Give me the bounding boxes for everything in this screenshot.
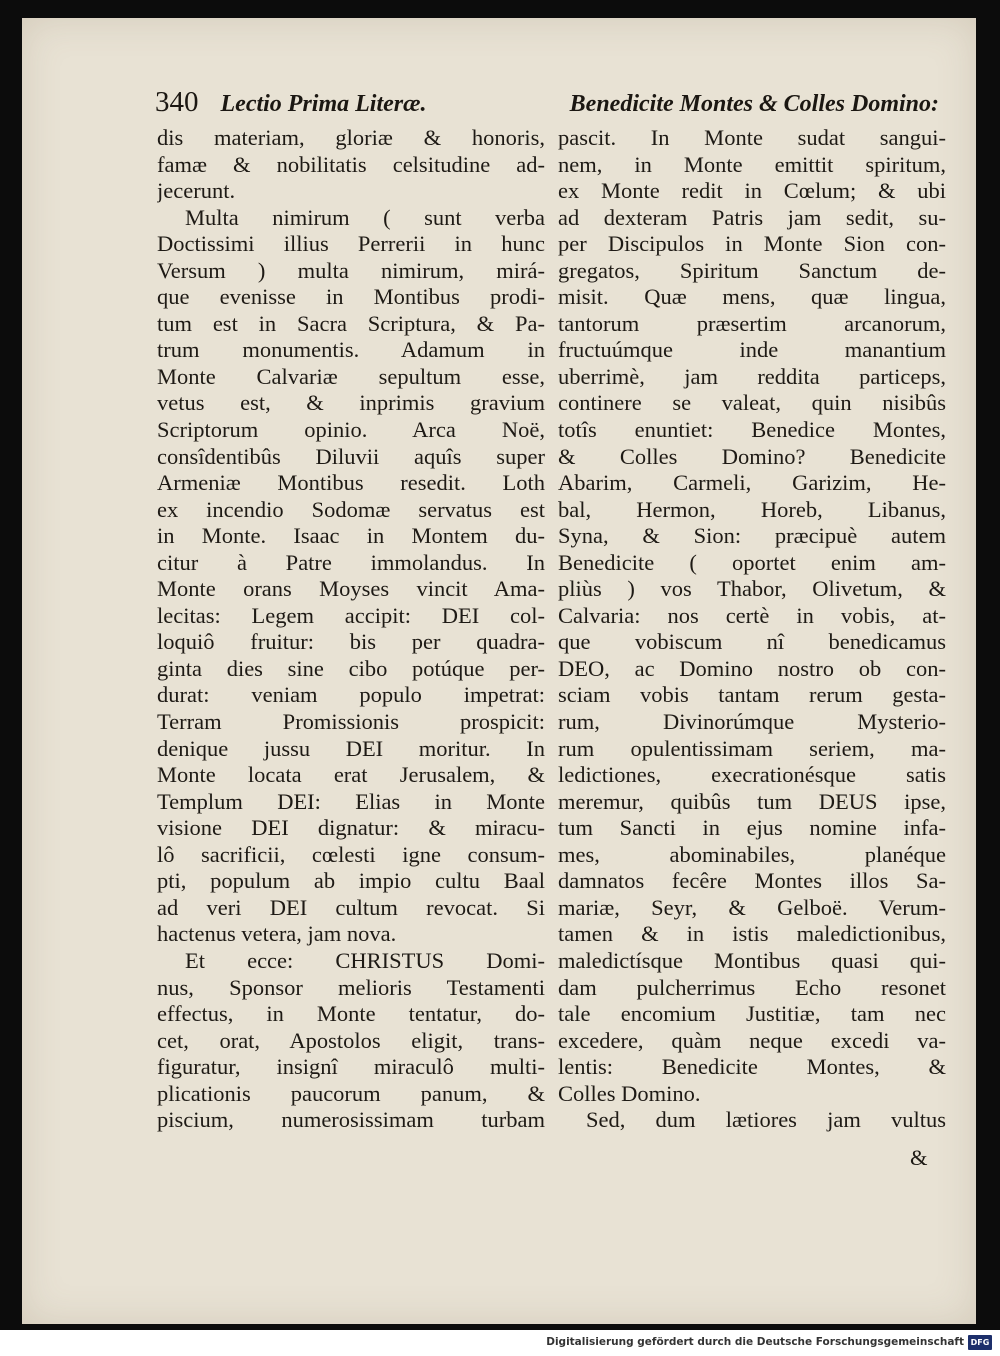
text-line: sciam vobis tantam rerum gesta- <box>558 682 946 708</box>
text-line: uberrimè, jam reddita particeps, <box>558 363 946 389</box>
text-line: ad dexteram Patris jam sedit, su- <box>558 204 946 230</box>
text-line: in Monte. Isaac in Montem du- <box>157 523 545 549</box>
text-line: effectus, in Monte tentatur, do- <box>157 1001 545 1027</box>
text-line: Doctissimi illius Perrerii in hunc <box>157 231 545 257</box>
text-line: Armeniæ Montibus resedit. Loth <box>157 470 545 496</box>
text-line: tum est in Sacra Scriptura, & Pa- <box>157 310 545 336</box>
text-line: consîdentibûs Diluvii aquîs super <box>157 443 545 469</box>
running-title-left: Lectio Prima Literæ. <box>220 91 427 117</box>
text-line: Monte orans Moyses vincit Ama- <box>157 576 545 602</box>
text-line: mariæ, Seyr, & Gelboë. Verum- <box>558 894 946 920</box>
text-line: lentis: Benedicite Montes, & <box>558 1054 946 1080</box>
text-line: denique jussu DEI moritur. In <box>157 735 545 761</box>
text-line: pliùs ) vos Thabor, Olivetum, & <box>558 576 946 602</box>
text-line: ex incendio Sodomæ servatus est <box>157 496 545 522</box>
text-line: damnatos fecêre Montes illos Sa- <box>558 868 946 894</box>
text-line: vetus est, & inprimis gravium <box>157 390 545 416</box>
text-line: durat: veniam populo impetrat: <box>157 682 545 708</box>
text-line: figuratur, insignî miraculô multi- <box>157 1054 545 1080</box>
text-line: ad veri DEI cultum revocat. Si <box>157 894 545 920</box>
text-line: Syna, & Sion: præcipuè autem <box>558 523 946 549</box>
text-line: nus, Sponsor melioris Testamenti <box>157 974 545 1000</box>
running-title-right: Benedicite Montes & Colles Domino: <box>569 91 939 117</box>
text-line: nem, in Monte emittit spiritum, <box>558 151 946 177</box>
text-line: totîs enuntiet: Benedice Montes, <box>558 417 946 443</box>
text-line: ginta dies sine cibo potúque per- <box>157 655 545 681</box>
text-line: que vobiscum nî benedicamus <box>558 629 946 655</box>
text-line: & Colles Domino? Benedicite <box>558 443 946 469</box>
text-line: Monte locata erat Jerusalem, & <box>157 762 545 788</box>
text-line: fructuúmque inde manantium <box>558 337 946 363</box>
page-header <box>155 86 945 122</box>
page-number: 340 <box>155 86 199 118</box>
text-line: jecerunt. <box>157 178 236 204</box>
text-line: hactenus vetera, jam nova. <box>157 921 397 947</box>
text-line: cet, orat, Apostolos eligit, trans- <box>157 1027 545 1053</box>
text-line: DEO, ac Domino nostro ob con- <box>558 655 946 681</box>
text-line: ex Monte redit in Cœlum; & ubi <box>558 178 946 204</box>
text-line: loquiô fruitur: bis per quadra- <box>157 629 545 655</box>
right-text-column <box>558 125 946 1134</box>
text-line: ledictiones, execrationésque satis <box>558 762 946 788</box>
text-line: gregatos, Spiritum Sanctum de- <box>558 257 946 283</box>
text-line: Abarim, Carmeli, Garizim, He- <box>558 470 946 496</box>
text-line: Versum ) multa nimirum, mirá- <box>157 257 545 283</box>
text-line: excedere, quàm neque excedi va- <box>558 1027 946 1053</box>
text-line: Multa nimirum ( sunt verba <box>185 204 545 230</box>
text-line: dis materiam, gloriæ & honoris, <box>157 125 545 150</box>
text-line: per Discipulos in Monte Sion con- <box>558 231 946 257</box>
text-line: Terram Promissionis prospicit: <box>157 709 545 735</box>
text-line: Et ecce: CHRISTUS Domi- <box>185 947 545 973</box>
text-line: lecitas: Legem accipit: DEI col- <box>157 602 545 628</box>
text-line: meremur, quibûs tum DEUS ipse, <box>558 788 946 814</box>
text-line: rum, Divinorúmque Mysterio- <box>558 709 946 735</box>
text-line: bal, Hermon, Horeb, Libanus, <box>558 496 946 522</box>
text-line: dam pulcherrimus Echo resonet <box>558 974 946 1000</box>
text-line: misit. Quæ mens, quæ lingua, <box>558 284 946 310</box>
footer-credit: Digitalisierung gefördert durch die Deutsche Forschungsgemeinschaft <box>546 1336 964 1348</box>
footer-bar <box>0 1330 1000 1356</box>
text-line: Colles Domino. <box>558 1080 701 1106</box>
text-line: continere se valeat, quin nisibûs <box>558 390 946 416</box>
text-line: Benedicite ( oportet enim am- <box>558 549 946 575</box>
text-line: Scriptorum opinio. Arca Noë, <box>157 417 545 443</box>
text-line: pascit. In Monte sudat sangui- <box>558 125 946 150</box>
text-line: Sed, dum lætiores jam vultus <box>586 1107 946 1133</box>
text-line: lô sacrificii, cœlesti igne consum- <box>157 841 545 867</box>
text-line: tantorum præsertim arcanorum, <box>558 310 946 336</box>
text-line: plicationis paucorum panum, & <box>157 1080 545 1106</box>
text-line: Calvaria: nos certè in vobis, at- <box>558 602 946 628</box>
text-line: maledictísque Montibus quasi qui- <box>558 947 946 973</box>
text-line: piscium, numerosissimam turbam <box>157 1107 545 1133</box>
text-line: visione DEI dignatur: & miracu- <box>157 815 545 841</box>
text-line: Monte Calvariæ sepultum esse, <box>157 363 545 389</box>
text-line: citur à Patre immolandus. In <box>157 549 545 575</box>
text-line: trum monumentis. Adamum in <box>157 337 545 363</box>
text-line: mes, abominabiles, planéque <box>558 841 946 867</box>
text-line: famæ & nobilitatis celsitudine ad- <box>157 151 545 177</box>
text-line: que evenisse in Montibus prodi- <box>157 284 545 310</box>
text-line: tale encomium Justitiæ, tam nec <box>558 1001 946 1027</box>
text-line: Templum DEI: Elias in Monte <box>157 788 545 814</box>
text-line: pti, populum ab impio cultu Baal <box>157 868 545 894</box>
text-line: rum opulentissimam seriem, ma- <box>558 735 946 761</box>
catchword: & <box>910 1145 928 1170</box>
text-line: tum Sancti in ejus nomine infa- <box>558 815 946 841</box>
left-text-column <box>157 125 545 1134</box>
dfg-logo-icon: DFG <box>968 1335 992 1350</box>
text-line: tamen & in istis maledictionibus, <box>558 921 946 947</box>
